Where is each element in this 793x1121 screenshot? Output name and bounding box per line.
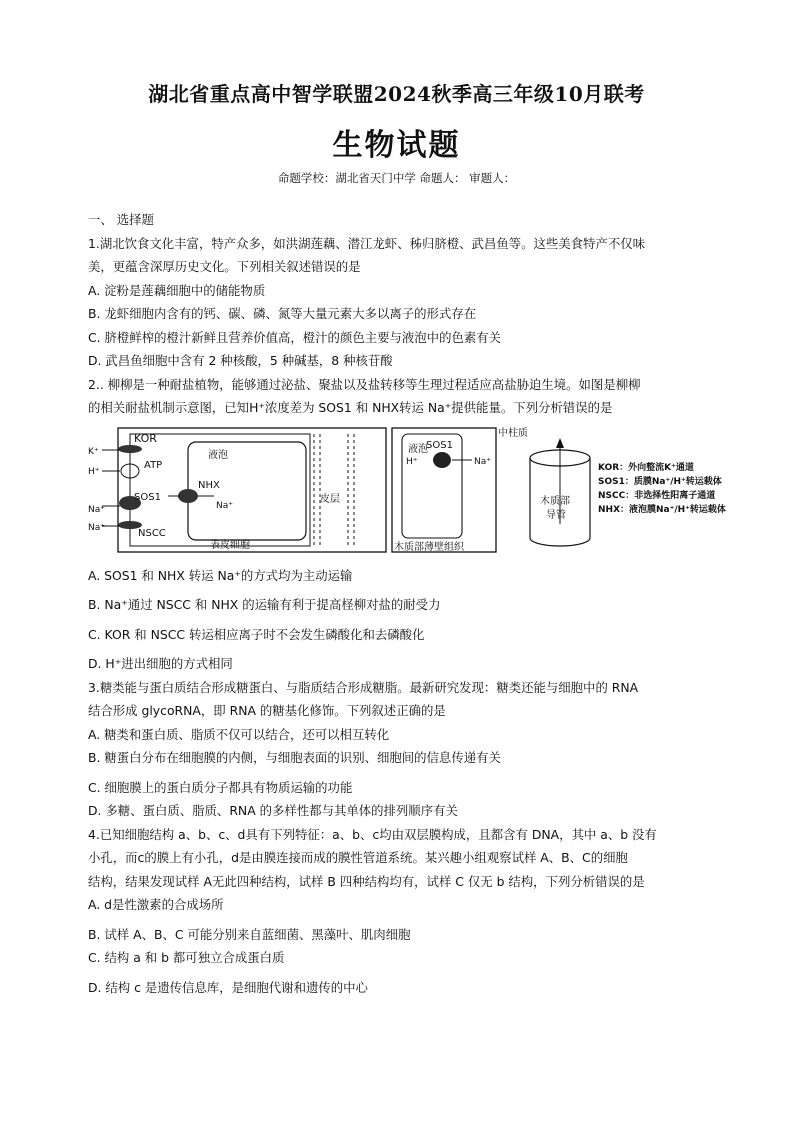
label-xylem-2: 导管 bbox=[546, 509, 566, 521]
option-d: D. 结构 c 是遗传信息库，是细胞代谢和遗传的中心 bbox=[88, 979, 368, 995]
option-d: D. 多糖、蛋白质、脂质、RNA 的多样性都与其单体的排列顺序有关 bbox=[88, 803, 458, 818]
section-heading: 一、 选择题 bbox=[88, 212, 154, 227]
label-kor: KOR bbox=[134, 431, 157, 445]
option-b: B. 试样 A、B、C 可能分别来自蓝细菌、黑藻叶、肌肉细胞 bbox=[88, 926, 411, 942]
label-sos1-right: SOS1 bbox=[426, 439, 453, 451]
question-stem: 1.湖北饮食文化丰富，特产众多，如洪湖莲藕、潜江龙虾、秭归脐橙、武昌鱼等。这些美食特产不仅味 bbox=[88, 235, 646, 251]
option-b: B. 糖蛋白分布在细胞膜的内侧，与细胞表面的识别、细胞间的信息传递有关 bbox=[88, 750, 501, 765]
question-stem: 2.. 柳柳是一种耐盐植物，能够通过泌盐、聚盐以及盐转移等生理过程适应高盐胁迫生境。如图是柳柳 bbox=[88, 376, 641, 392]
question-2 bbox=[88, 373, 726, 676]
option-c: C. 细胞膜上的蛋白质分子都具有物质运输的功能 bbox=[88, 779, 353, 795]
subject-title: 生物试题 bbox=[332, 128, 461, 163]
question-3 bbox=[88, 676, 716, 823]
option-a: A. 淀粉是莲藕细胞中的储能物质 bbox=[88, 282, 266, 298]
kor-channel bbox=[118, 445, 142, 453]
vacuole-left-shape bbox=[188, 442, 306, 540]
label-parenchyma: 木质部薄壁组织 bbox=[394, 541, 464, 553]
label-h: H⁺ bbox=[88, 466, 100, 477]
label-atp: ATP bbox=[144, 459, 163, 471]
question-4 bbox=[88, 823, 716, 1000]
label-sos1-left: SOS1 bbox=[134, 491, 161, 503]
question-stem: 的相关耐盐机制示意图，已知H⁺浓度差为 SOS1 和 NHX转运 Na⁺提供能量。下列分析错误的是 bbox=[88, 400, 613, 415]
option-b: B. Na⁺通过 NSCC 和 NHX 的运输有利于提高柽柳对盐的耐受力 bbox=[88, 597, 441, 612]
question-stem: 3.糖类能与蛋白质结合形成糖蛋白、与脂质结合形成糖脂。最新研究发现：糖类还能与细胞中的 RNA bbox=[88, 679, 639, 695]
question-stem: 结构，结果发现试样 A无此四种结构，试样 B 四种结构均有，试样 C 仅无 b 结构，下列分析错误的是 bbox=[88, 873, 645, 889]
nhx-carrier bbox=[178, 489, 198, 503]
label-h: H⁺ bbox=[406, 456, 418, 467]
label-xylem-1: 木质部 bbox=[540, 495, 570, 507]
legend-nhx: NHX：液泡膜Na⁺/H⁺转运载体 bbox=[598, 504, 726, 515]
option-b: B. 龙虾细胞内含有的钙、碳、磷、氮等大量元素大多以离子的形式存在 bbox=[88, 306, 477, 321]
xylem-bottom bbox=[530, 538, 590, 546]
option-c: C. 脐橙鲜榨的橙汁新鲜且营养价值高，橙汁的颜色主要与液泡中的色素有关 bbox=[88, 329, 502, 345]
option-d: D. 武昌鱼细胞中含有 2 种核酸，5 种碱基，8 种核苷酸 bbox=[88, 353, 393, 368]
label-na: Na⁺ bbox=[474, 456, 491, 467]
question-stem: 美，更蕴含深厚历史文化。下列相关叙述错误的是 bbox=[88, 259, 361, 274]
label-nhx: NHX bbox=[198, 479, 220, 491]
label-na: Na⁺ bbox=[88, 522, 105, 533]
question-stem: 4.已知细胞结构 a、b、c、d具有下列特征：a、b、c均由双层膜构成，且都含有 DNA，其中 a、b 没有 bbox=[88, 826, 657, 842]
arrow-head bbox=[556, 438, 564, 448]
legend-kor: KOR：外向整流K⁺通道 bbox=[598, 462, 694, 473]
diagram-svg bbox=[88, 424, 726, 558]
option-c: C. KOR 和 NSCC 转运相应离子时不会发生磷酸化和去磷酸化 bbox=[88, 626, 425, 642]
label-vacuole-left: 液泡 bbox=[208, 449, 228, 461]
legend-nscc: NSCC：非选择性阳离子通道 bbox=[598, 490, 716, 501]
label-na: Na⁺ bbox=[88, 504, 105, 515]
legend-sos1: SOS1：质膜Na⁺/H⁺转运载体 bbox=[598, 476, 722, 487]
option-c: C. 结构 a 和 b 都可独立合成蛋白质 bbox=[88, 950, 285, 965]
label-stele: 中柱质 bbox=[498, 427, 528, 439]
label-epidermis: 表皮细胞 bbox=[210, 539, 250, 551]
exam-title: 湖北省重点高中智学联盟2024秋季高三年级10月联考 bbox=[148, 82, 645, 106]
exam-body bbox=[88, 208, 726, 999]
question-1 bbox=[88, 232, 716, 373]
label-k: K⁺ bbox=[88, 446, 99, 457]
option-d: D. H⁺进出细胞的方式相同 bbox=[88, 656, 233, 671]
label-cortex: 皮层 bbox=[320, 493, 340, 505]
option-a: A. 糖类和蛋白质、脂质不仅可以结合，还可以相互转化 bbox=[88, 726, 390, 742]
question-stem: 结合形成 glycoRNA，即 RNA 的糖基化修饰。下列叙述正确的是 bbox=[88, 703, 446, 718]
question-stem: 小孔，而c的膜上有小孔，d是由膜连接而成的膜性管道系统。某兴趣小组观察试样 A、B、C的细胞 bbox=[88, 850, 628, 865]
option-a: A. SOS1 和 NHX 转运 Na⁺的方式均为主动运输 bbox=[88, 567, 353, 583]
label-nscc: NSCC bbox=[138, 527, 166, 539]
label-na: Na⁺ bbox=[216, 500, 233, 511]
option-a: A. d是性激素的合成场所 bbox=[88, 897, 224, 912]
authors-line: 命题学校：湖北省天门中学 命题人： 审题人： bbox=[277, 171, 516, 185]
salt-tolerance-diagram bbox=[88, 424, 726, 558]
sos1-right-carrier bbox=[433, 452, 451, 468]
label-vacuole-right: 液泡 bbox=[408, 443, 428, 455]
